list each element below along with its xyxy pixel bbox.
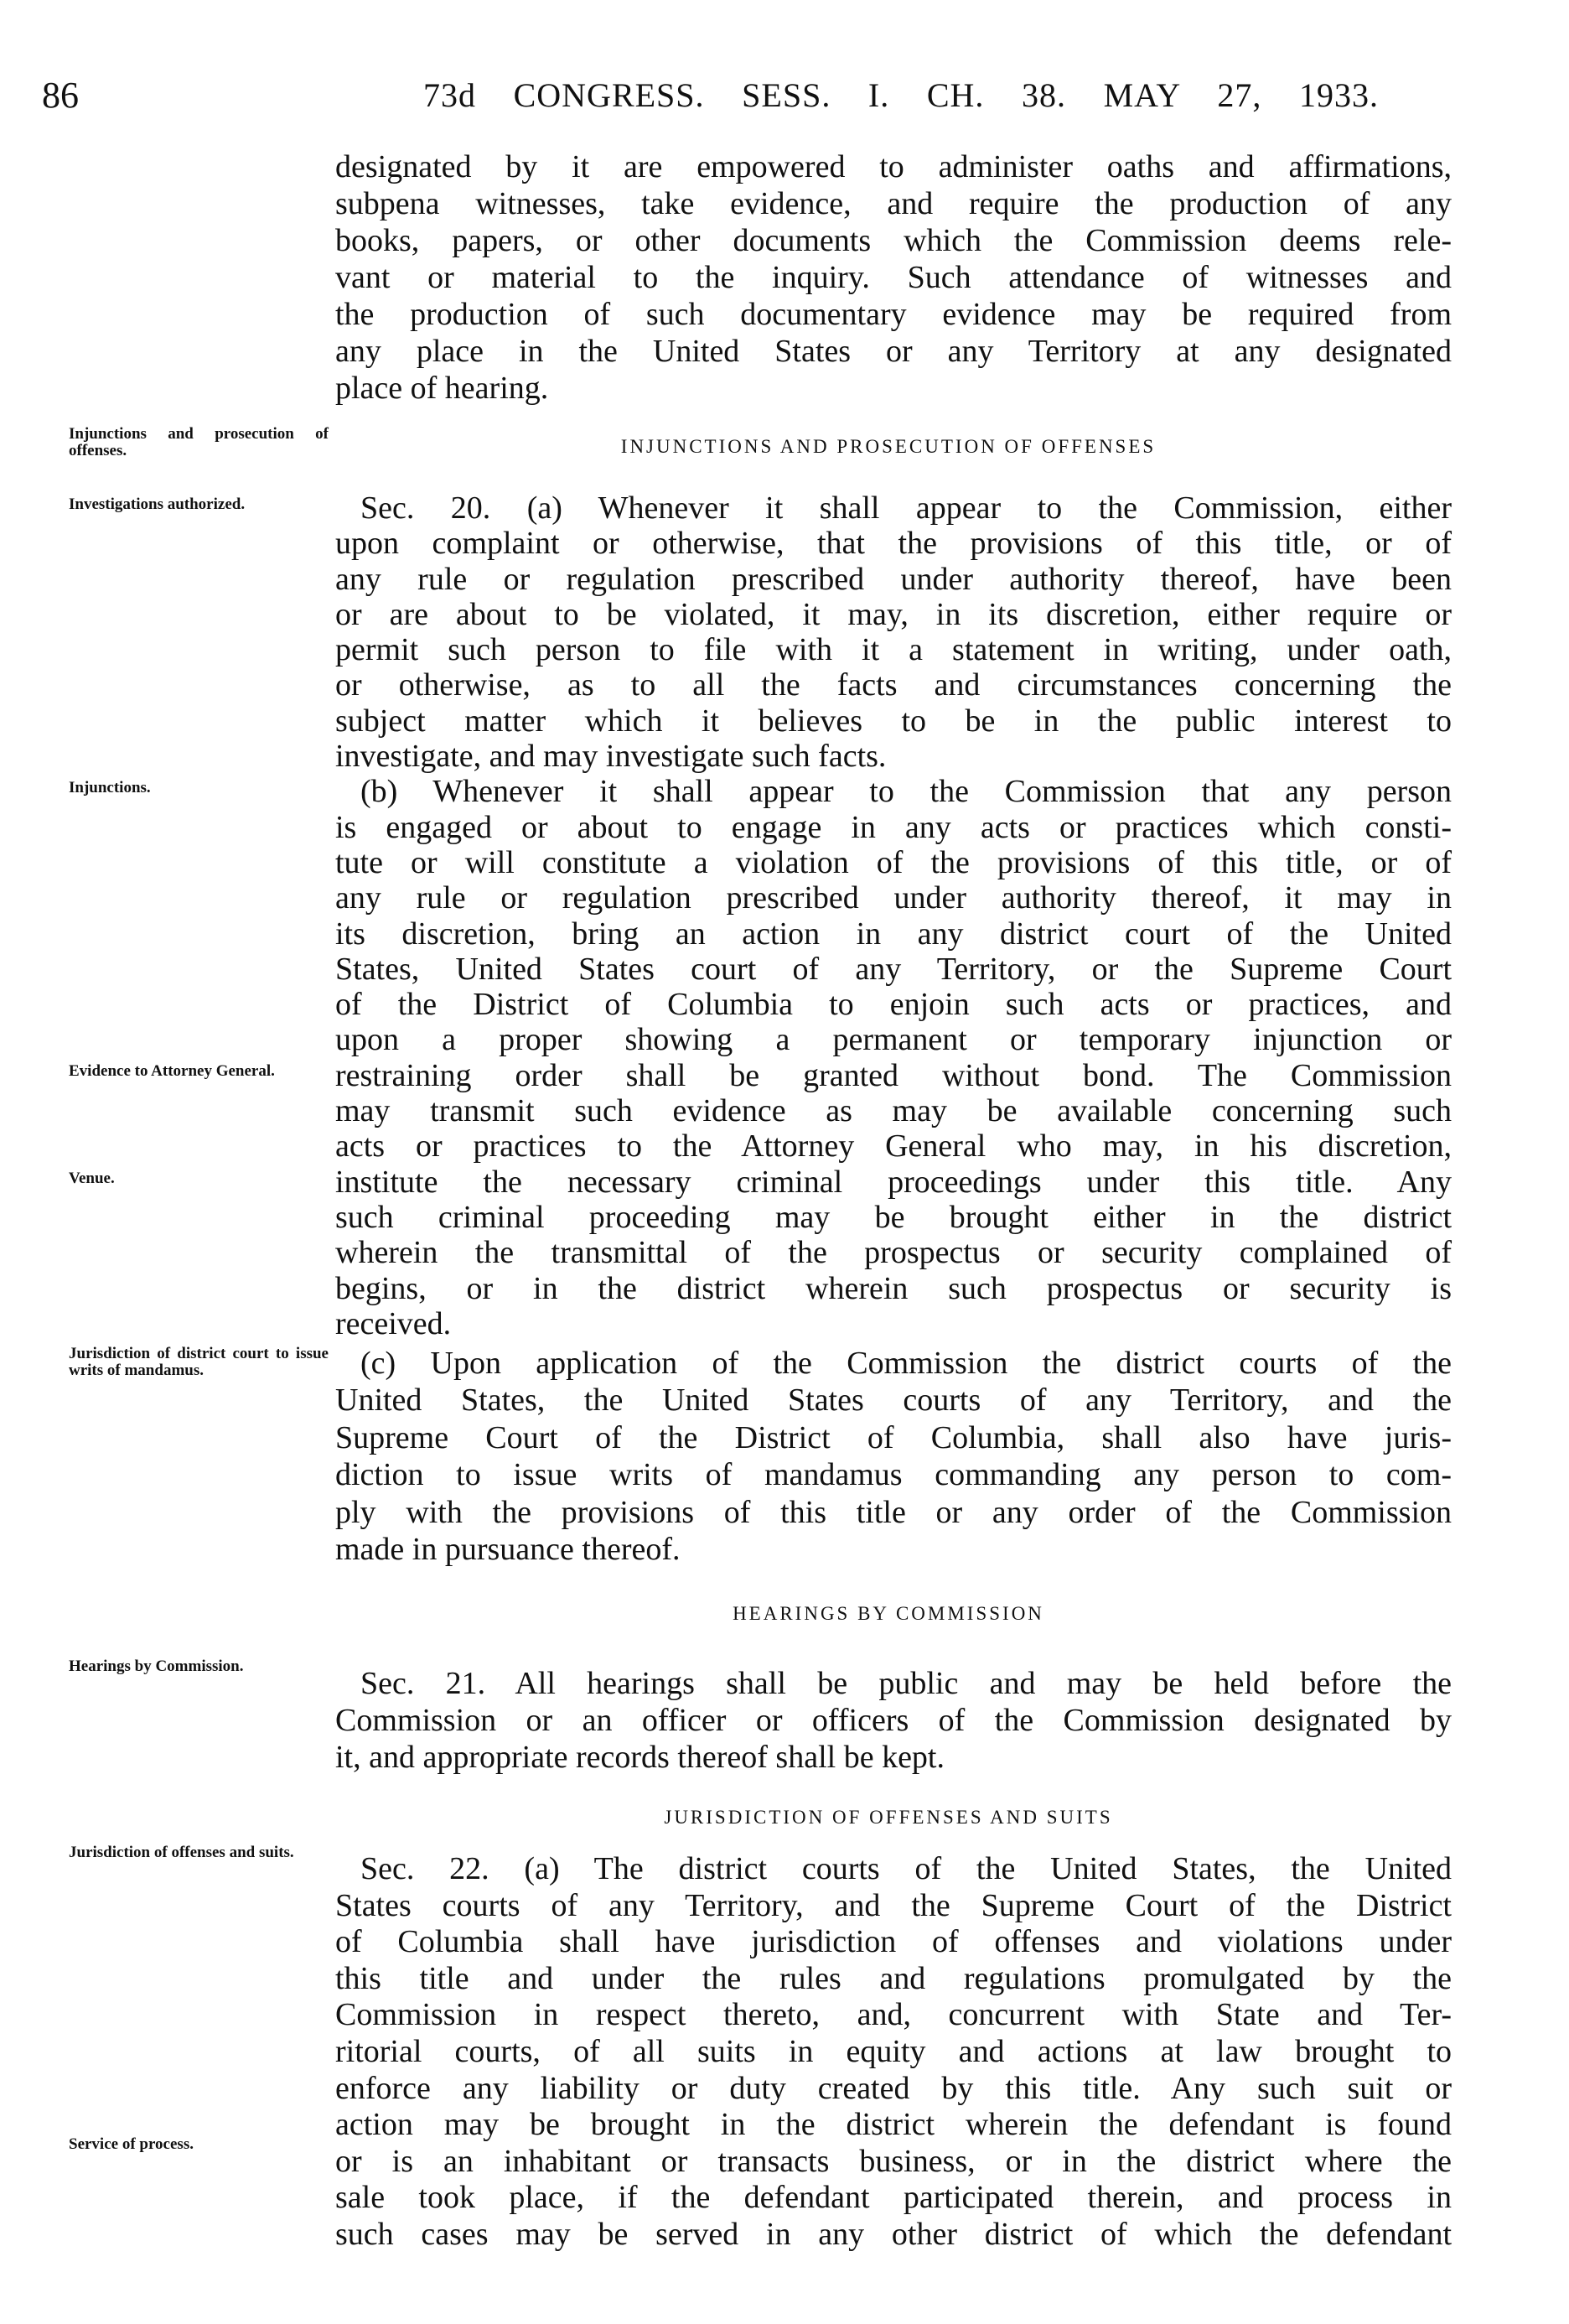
text-line: tute or will constitute a violation of the provisions of this title, or of <box>335 844 1452 880</box>
margin-note: Jurisdiction of offenses and suits. <box>69 1844 294 1861</box>
text-line: acts or practices to the Attorney General who may, in his discretion, <box>335 1128 1452 1165</box>
text-line: any rule or regulation prescribed under authority thereof, it may in <box>335 880 1452 916</box>
text-line: of Columbia shall have jurisdiction of offenses and violations under <box>335 1924 1452 1960</box>
text-block <box>335 1345 1452 1568</box>
text-line: subpena witnesses, take evidence, and require the production of any <box>335 186 1452 221</box>
text-line: Sec. 21. All hearings shall be public and may be held before the <box>360 1666 1452 1701</box>
text-line: designated by it are empowered to administer oaths and affirmations, <box>335 149 1452 184</box>
text-line: wherein the transmittal of the prospectus or security complained of <box>335 1235 1452 1271</box>
text-line: action may be brought in the district wherein the defendant is found <box>335 2107 1452 2143</box>
margin-note: Hearings by Commission. <box>69 1657 244 1675</box>
text-line: any place in the United States or any Territory at any designated <box>335 334 1452 369</box>
text-line: Commission in respect thereto, and, concurrent with State and Ter- <box>335 1997 1452 2033</box>
margin-note: Evidence to Attorney General. <box>69 1062 275 1080</box>
margin-note: Jurisdiction of district court to issue writs of mandamus. <box>69 1345 329 1379</box>
text-line: sale took place, if the defendant participated therein, and process in <box>335 2180 1452 2216</box>
text-line: of the District of Columbia to enjoin such acts or practices, and <box>335 987 1452 1023</box>
text-line: made in pursuance thereof. <box>335 1531 681 1567</box>
text-line: begins, or in the district wherein such prospectus or security is <box>335 1270 1452 1306</box>
section-heading: HEARINGS BY COMMISSION <box>733 1603 1044 1624</box>
text-block <box>335 148 1452 407</box>
text-line: its discretion, bring an action in any district court of the United <box>335 916 1452 952</box>
text-line: permit such person to file with it a statement in writing, under oath, <box>335 632 1452 668</box>
text-block <box>335 490 1452 1341</box>
text-line: is engaged or about to engage in any acts or practices which consti- <box>335 809 1452 845</box>
text-line: or are about to be violated, it may, in its discretion, either require or <box>335 596 1452 632</box>
section-heading: JURISDICTION OF OFFENSES AND SUITS <box>664 1807 1113 1828</box>
text-line: enforce any liability or duty created by this title. Any such suit or <box>335 2070 1452 2106</box>
text-line: (b) Whenever it shall appear to the Commission that any person <box>360 774 1452 810</box>
text-line: subject matter which it believes to be in the public interest to <box>335 703 1452 739</box>
text-line: books, papers, or other documents which the Commission deems rele- <box>335 223 1452 258</box>
text-line: Commission or an officer or officers of the Commission designated by <box>335 1703 1452 1738</box>
text-line: may transmit such evidence as may be available concerning such <box>335 1093 1452 1129</box>
margin-note: Venue. <box>69 1170 115 1187</box>
text-line: it, and appropriate records thereof shall be kept. <box>335 1740 945 1775</box>
text-line: received. <box>335 1305 452 1341</box>
text-line: United States, the United States courts of any Territory, and the <box>335 1382 1452 1419</box>
text-line: such cases may be served in any other district of which the defendant <box>335 2216 1452 2252</box>
text-block <box>335 1851 1452 2254</box>
text-line: diction to issue writs of mandamus commanding any person to com- <box>335 1457 1452 1493</box>
text-line: restraining order shall be granted without bond. The Commission <box>335 1057 1452 1093</box>
text-line: (c) Upon application of the Commission the district courts of the <box>360 1346 1452 1381</box>
running-head: 73d CONGRESS. SESS. I. CH. 38. MAY 27, 1933. <box>423 76 1379 114</box>
margin-note: Injunctions. <box>69 779 151 796</box>
page-number: 86 <box>42 75 79 116</box>
text-line: the production of such documentary evidence may be required from <box>335 297 1452 332</box>
text-line: vant or material to the inquiry. Such attendance of witnesses and <box>335 260 1452 295</box>
text-line: Sec. 20. (a) Whenever it shall appear to the Commission, either <box>360 490 1452 526</box>
text-line: States courts of any Territory, and the Supreme Court of the District <box>335 1887 1452 1923</box>
text-line: such criminal proceeding may be brought either in the district <box>335 1199 1452 1235</box>
text-line: ritorial courts, of all suits in equity and actions at law brought to <box>335 2033 1452 2069</box>
section-heading: INJUNCTIONS AND PROSECUTION OF OFFENSES <box>620 436 1157 457</box>
text-line: upon complaint or otherwise, that the provisions of this title, or of <box>335 526 1452 562</box>
text-line: place of hearing. <box>335 371 549 406</box>
margin-note: Investigations authorized. <box>69 495 246 513</box>
text-line: this title and under the rules and regulations promulgated by the <box>335 1960 1452 1996</box>
text-line: Sec. 22. (a) The district courts of the United States, the United <box>360 1851 1452 1886</box>
text-line: investigate, and may investigate such facts. <box>335 739 887 775</box>
text-line: Supreme Court of the District of Columbia, shall also have juris- <box>335 1419 1452 1455</box>
text-line: institute the necessary criminal proceedings under this title. Any <box>335 1164 1452 1200</box>
text-line: ply with the provisions of this title or any order of the Commission <box>335 1494 1452 1530</box>
text-block <box>335 1665 1452 1776</box>
margin-note: Injunctions and prosecution of offenses. <box>69 425 329 459</box>
margin-note: Service of process. <box>69 2135 194 2153</box>
text-line: States, United States court of any Territory, or the Supreme Court <box>335 951 1452 987</box>
text-line: or is an inhabitant or transacts business, or in the district where the <box>335 2143 1452 2179</box>
text-line: upon a proper showing a permanent or temporary injunction or <box>335 1022 1452 1058</box>
text-line: any rule or regulation prescribed under authority thereof, have been <box>335 561 1452 597</box>
text-line: or otherwise, as to all the facts and circumstances concerning the <box>335 667 1452 703</box>
